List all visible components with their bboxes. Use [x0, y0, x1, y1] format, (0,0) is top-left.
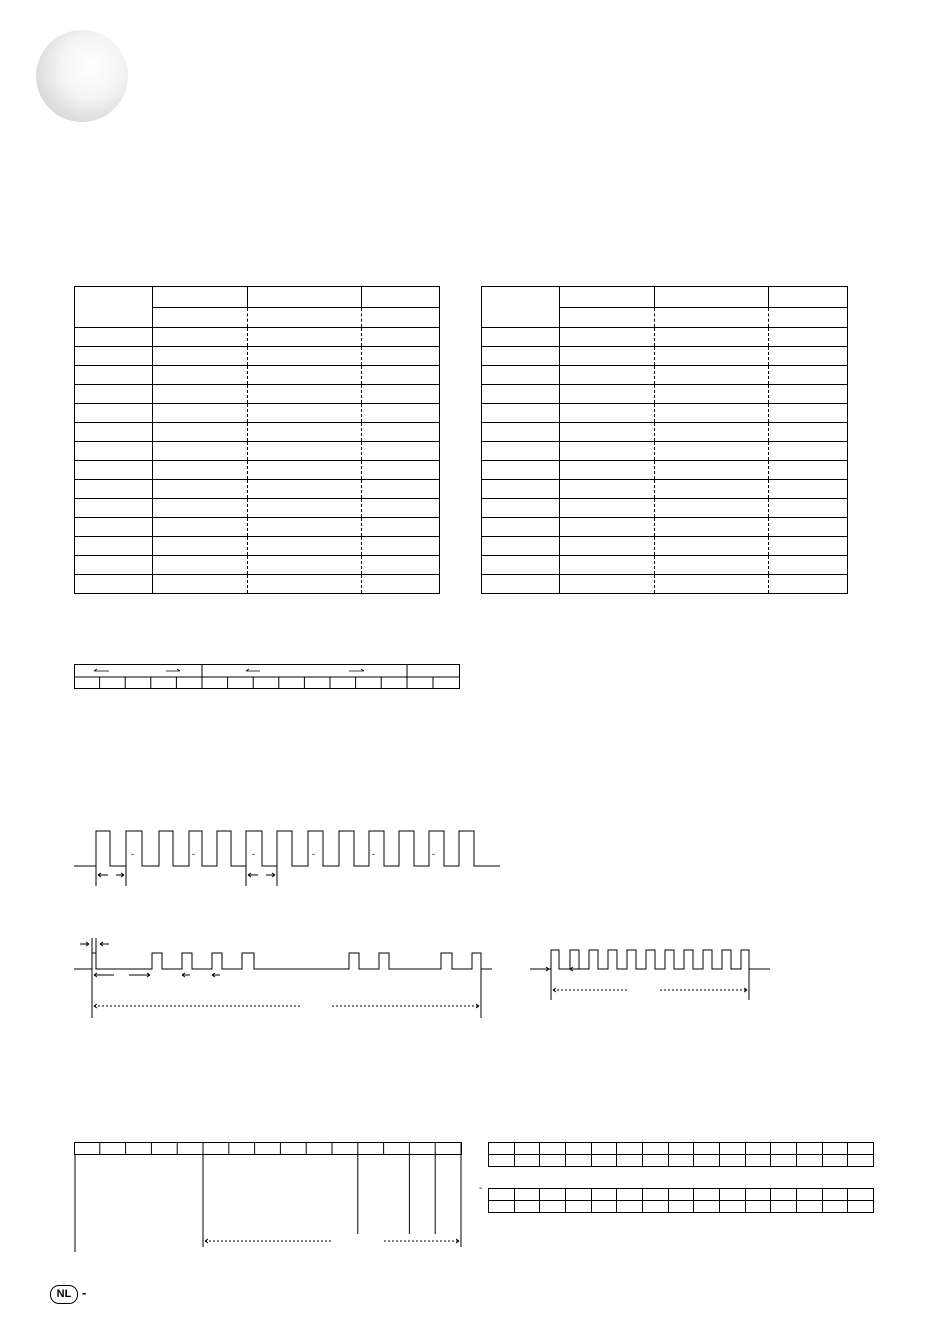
table-row [75, 404, 440, 423]
bit-grid-top [488, 1142, 874, 1167]
bit-row [489, 1201, 874, 1213]
dash-label: - [252, 849, 255, 859]
bit-row [489, 1143, 874, 1155]
burst-waveform [530, 945, 772, 1003]
table-row [482, 499, 848, 518]
table-row [482, 575, 848, 594]
dash-label: - [192, 849, 195, 859]
table-row [482, 423, 848, 442]
table-row [75, 556, 440, 575]
table-row [482, 442, 848, 461]
frame-timing-waveform [74, 938, 494, 1020]
pulse-train-waveform [74, 828, 504, 890]
table-row [482, 518, 848, 537]
bit-frame-diagram [74, 1142, 464, 1254]
section-header-circle [36, 30, 128, 122]
table-row [75, 385, 440, 404]
dash-label: - [312, 849, 315, 859]
left-spec-table [74, 286, 440, 594]
table-row [482, 404, 848, 423]
table-row [75, 328, 440, 347]
table-row [482, 461, 848, 480]
dash-label: - [372, 849, 375, 859]
bit-row [489, 1155, 874, 1167]
right-spec-table [481, 286, 848, 594]
table-row [75, 480, 440, 499]
table-row [482, 556, 848, 575]
code-format-diagram [74, 664, 460, 690]
table-row [482, 328, 848, 347]
table-row [482, 385, 848, 404]
table-row [75, 461, 440, 480]
bit-grid-bottom [488, 1188, 874, 1213]
page-number-dash: - [82, 1285, 87, 1300]
dash-label: - [479, 1183, 483, 1194]
table-row [75, 442, 440, 461]
table-row [75, 499, 440, 518]
table-row [75, 423, 440, 442]
table-row [75, 518, 440, 537]
dash-label: - [131, 849, 134, 859]
table-row [482, 347, 848, 366]
bit-row [489, 1189, 874, 1201]
table-header-row [75, 287, 440, 308]
table-row [482, 366, 848, 385]
table-row [75, 366, 440, 385]
table-row [75, 575, 440, 594]
language-badge: NL [50, 1285, 78, 1304]
table-row [482, 537, 848, 556]
dash-label: - [432, 849, 435, 859]
table-row [482, 480, 848, 499]
table-header-row [482, 287, 848, 308]
table-row [75, 537, 440, 556]
table-row [75, 347, 440, 366]
